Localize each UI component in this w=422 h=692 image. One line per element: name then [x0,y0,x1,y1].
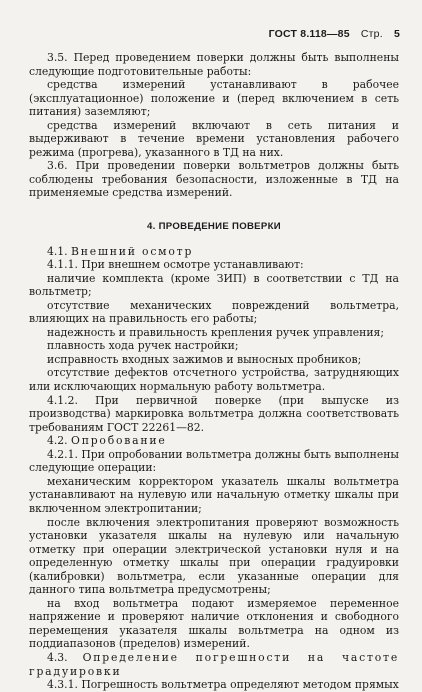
clause-3-5: 3.5. Перед проведением поверки должны быть выполнены следующие подготовительные работы: [29,51,399,78]
clause-4-1-1-item: наличие комплекта (кроме ЗИП) в соответствии с ТД на вольтметр; [29,271,399,299]
clause-number: 4.2. [47,434,68,448]
page-number: 5 [393,28,400,40]
clause-4-2-1-item: после включения электропитания проверяют возможность установки указателя шкалы на нулевую или начальную отметку при операции электрической установки нуля и на определенную отметку шкалы при операции градуировки (калибровки) вольтметра, если указанные операции для данного типа вольтметра предусмотрены; [29,515,399,597]
clause-4-1-2: 4.1.2. При первичной поверке (при выпуске из производства) маркировка вольтметра должна соответствовать требованиям ГОСТ 22261—82. [29,393,399,434]
clause-4-1-1-item: исправность входных зажимов и выносных пробников; [47,352,362,366]
clause-3-5-item: средства измерений устанавливают в рабочее (эксплуатационное) положение и (перед включением в сеть питания) заземляют; [29,78,399,119]
page-label: Стр. [360,28,383,40]
clause-number: 4.1. [47,244,68,258]
clause-4-3-1: 4.3.1. Погрешность вольтметра определяют методом прямых [47,678,399,692]
clause-title: Опробование [71,434,167,448]
clause-4-2-1-item: на вход вольтметра подают измеряемое переменное напряжение и проверяют наличие отклонения и свободного перемещения указателя шкалы вольтметра на одном из поддиапазонов (пределов) измерений. [29,596,399,651]
clause-4-1-1-item: отсутствие механических повреждений вольтметра, влияющих на правильность его работы; [29,298,399,326]
clause-4-3-heading [29,651,399,678]
document-body [29,51,399,692]
clause-3-6: 3.6. При проведении поверки вольтметров должны быть соблюдены требования безопасности, изложенные в ТД на применяемые средства измерений. [29,159,399,200]
clause-3-5-item: средства измерений включают в сеть питания и выдерживают в течение времени установления рабочего режима (прогрева), указанного в ТД на них. [29,118,399,159]
clause-4-1-1-item: плавность хода ручек настройки; [47,339,239,353]
clause-title: Определение погрешности на частоте градуировки [29,650,400,678]
clause-number: 4.3. [47,650,68,664]
clause-4-2-1-item: механическим корректором указатель шкалы вольтметра устанавливают на нулевую или начальную отметку шкалы при включенном электропитании; [29,474,399,515]
clause-4-2-heading [29,434,399,448]
clause-4-1-1-item: надежность и правильность крепления ручек управления; [47,325,385,339]
clause-4-1-1-item: отсутствие дефектов отсчетного устройства, затрудняющих или исключающих нормальную работу вольтметра. [29,366,399,394]
clause-4-2-1: 4.2.1. При опробовании вольтметра должны быть выполнены следующие операции: [29,447,399,475]
standard-number: ГОСТ 8.118—85 [268,28,350,40]
clause-4-1-1: 4.1.1. При внешнем осмотре устанавливают: [47,258,304,272]
page-header [261,28,400,40]
section-heading: 4. ПРОВЕДЕНИЕ ПОВЕРКИ [147,221,281,233]
clause-4-1-heading [29,245,399,259]
clause-title: Внешний осмотр [71,244,194,258]
